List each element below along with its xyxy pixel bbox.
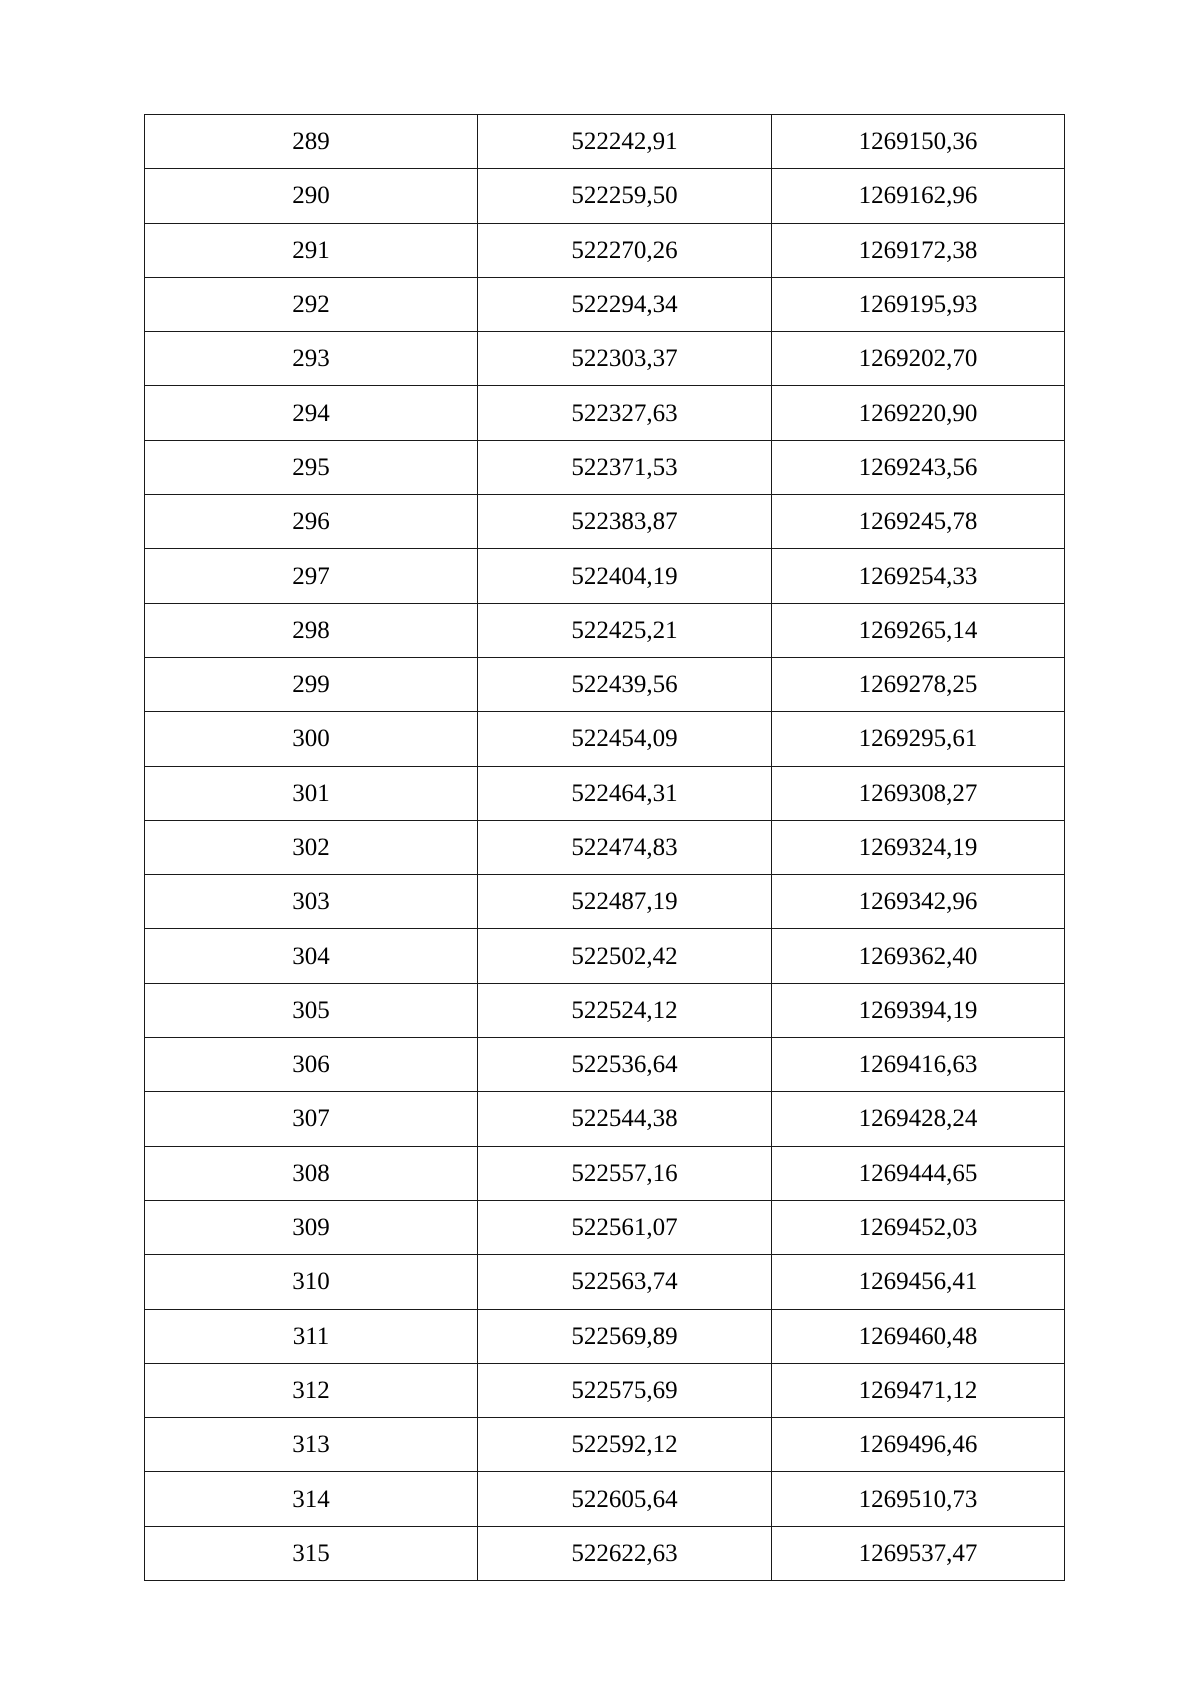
x-coordinate-cell: 522474,83 [478,820,772,874]
x-coordinate-cell: 522404,19 [478,549,772,603]
table-row [145,115,1065,169]
point-number-cell: 309 [145,1200,478,1254]
y-coordinate-cell: 1269456,41 [772,1255,1065,1309]
x-coordinate-cell: 522605,64 [478,1472,772,1526]
y-coordinate-cell: 1269254,33 [772,549,1065,603]
x-coordinate-cell: 522563,74 [478,1255,772,1309]
point-number-cell: 302 [145,820,478,874]
y-coordinate-cell: 1269172,38 [772,223,1065,277]
x-coordinate-cell: 522622,63 [478,1526,772,1580]
point-number-cell: 293 [145,332,478,386]
table-row [145,1363,1065,1417]
table-row [145,766,1065,820]
point-number-cell: 315 [145,1526,478,1580]
y-coordinate-cell: 1269452,03 [772,1200,1065,1254]
y-coordinate-cell: 1269295,61 [772,712,1065,766]
y-coordinate-cell: 1269265,14 [772,603,1065,657]
table-row [145,1309,1065,1363]
point-number-cell: 308 [145,1146,478,1200]
table-row [145,386,1065,440]
point-number-cell: 304 [145,929,478,983]
x-coordinate-cell: 522464,31 [478,766,772,820]
point-number-cell: 297 [145,549,478,603]
table-row [145,1092,1065,1146]
x-coordinate-cell: 522544,38 [478,1092,772,1146]
y-coordinate-cell: 1269510,73 [772,1472,1065,1526]
x-coordinate-cell: 522502,42 [478,929,772,983]
y-coordinate-cell: 1269162,96 [772,169,1065,223]
table-row [145,277,1065,331]
table-row [145,875,1065,929]
table-row [145,820,1065,874]
x-coordinate-cell: 522487,19 [478,875,772,929]
point-number-cell: 291 [145,223,478,277]
y-coordinate-cell: 1269394,19 [772,983,1065,1037]
point-number-cell: 296 [145,495,478,549]
point-number-cell: 292 [145,277,478,331]
point-number-cell: 305 [145,983,478,1037]
point-number-cell: 306 [145,1038,478,1092]
point-number-cell: 313 [145,1418,478,1472]
table-row [145,1146,1065,1200]
x-coordinate-cell: 522270,26 [478,223,772,277]
x-coordinate-cell: 522383,87 [478,495,772,549]
y-coordinate-cell: 1269428,24 [772,1092,1065,1146]
y-coordinate-cell: 1269308,27 [772,766,1065,820]
point-number-cell: 298 [145,603,478,657]
table-row [145,1526,1065,1580]
point-number-cell: 290 [145,169,478,223]
x-coordinate-cell: 522371,53 [478,440,772,494]
x-coordinate-cell: 522524,12 [478,983,772,1037]
table-row [145,440,1065,494]
y-coordinate-cell: 1269202,70 [772,332,1065,386]
point-number-cell: 303 [145,875,478,929]
point-number-cell: 299 [145,657,478,711]
point-number-cell: 301 [145,766,478,820]
x-coordinate-cell: 522425,21 [478,603,772,657]
x-coordinate-cell: 522439,56 [478,657,772,711]
y-coordinate-cell: 1269245,78 [772,495,1065,549]
point-number-cell: 295 [145,440,478,494]
y-coordinate-cell: 1269243,56 [772,440,1065,494]
point-number-cell: 312 [145,1363,478,1417]
x-coordinate-cell: 522454,09 [478,712,772,766]
table-row [145,223,1065,277]
x-coordinate-cell: 522592,12 [478,1418,772,1472]
point-number-cell: 311 [145,1309,478,1363]
table-row [145,1200,1065,1254]
y-coordinate-cell: 1269444,65 [772,1146,1065,1200]
x-coordinate-cell: 522557,16 [478,1146,772,1200]
table-row [145,1472,1065,1526]
point-number-cell: 300 [145,712,478,766]
x-coordinate-cell: 522294,34 [478,277,772,331]
y-coordinate-cell: 1269537,47 [772,1526,1065,1580]
table-row [145,495,1065,549]
point-number-cell: 310 [145,1255,478,1309]
table-row [145,549,1065,603]
y-coordinate-cell: 1269195,93 [772,277,1065,331]
point-number-cell: 294 [145,386,478,440]
point-number-cell: 314 [145,1472,478,1526]
y-coordinate-cell: 1269150,36 [772,115,1065,169]
table-row [145,1038,1065,1092]
y-coordinate-cell: 1269220,90 [772,386,1065,440]
table-row [145,1418,1065,1472]
x-coordinate-cell: 522242,91 [478,115,772,169]
table-row [145,712,1065,766]
y-coordinate-cell: 1269416,63 [772,1038,1065,1092]
x-coordinate-cell: 522569,89 [478,1309,772,1363]
table-row [145,603,1065,657]
point-number-cell: 307 [145,1092,478,1146]
table-row [145,332,1065,386]
y-coordinate-cell: 1269471,12 [772,1363,1065,1417]
x-coordinate-cell: 522303,37 [478,332,772,386]
table-row [145,169,1065,223]
y-coordinate-cell: 1269324,19 [772,820,1065,874]
x-coordinate-cell: 522575,69 [478,1363,772,1417]
x-coordinate-cell: 522259,50 [478,169,772,223]
x-coordinate-cell: 522561,07 [478,1200,772,1254]
table-row [145,657,1065,711]
coordinates-table [144,114,1065,1581]
y-coordinate-cell: 1269278,25 [772,657,1065,711]
x-coordinate-cell: 522536,64 [478,1038,772,1092]
coordinates-table-body [145,115,1065,1581]
table-row [145,1255,1065,1309]
x-coordinate-cell: 522327,63 [478,386,772,440]
y-coordinate-cell: 1269342,96 [772,875,1065,929]
y-coordinate-cell: 1269496,46 [772,1418,1065,1472]
y-coordinate-cell: 1269460,48 [772,1309,1065,1363]
table-row [145,983,1065,1037]
table-row [145,929,1065,983]
point-number-cell: 289 [145,115,478,169]
y-coordinate-cell: 1269362,40 [772,929,1065,983]
